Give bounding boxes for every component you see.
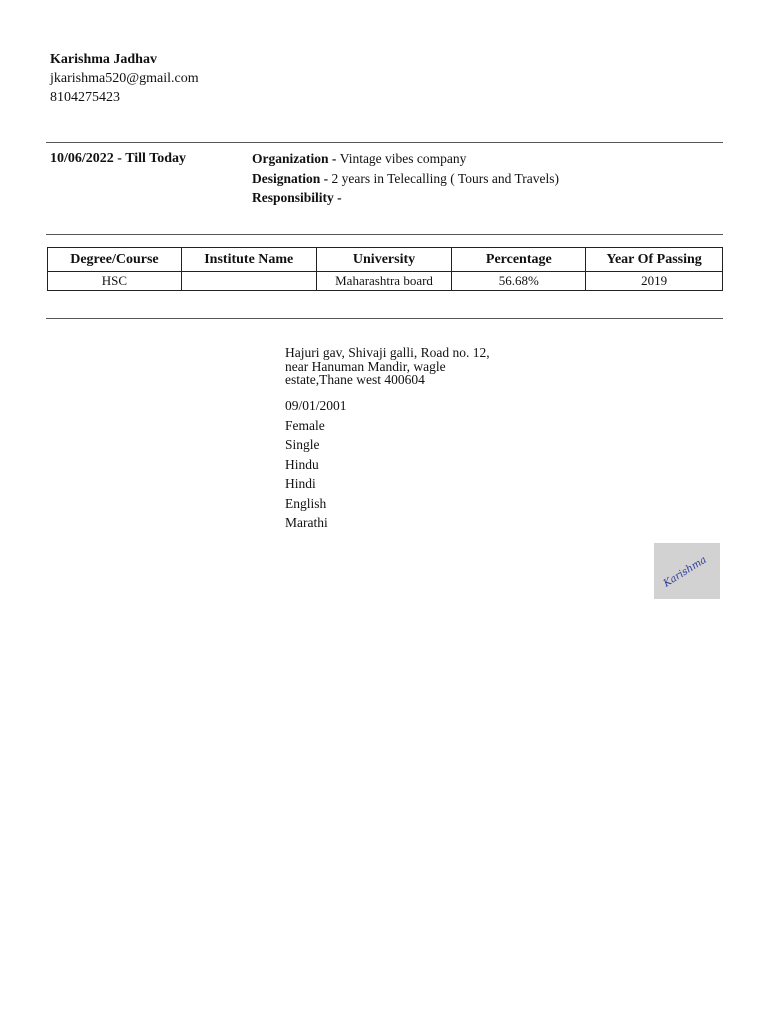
address-block: [285, 346, 545, 387]
divider: [46, 142, 723, 143]
language-item: Marathi: [285, 515, 328, 530]
table-header-row: [48, 248, 723, 272]
designation-line: [252, 171, 559, 187]
language-item: Hindi: [285, 476, 316, 491]
phone-text: 8104275423: [50, 90, 120, 105]
designation-value: 2 years in Telecalling ( Tours and Travels): [331, 171, 559, 186]
cell-percentage: 56.68%: [452, 272, 586, 291]
religion: Hindu: [285, 456, 319, 472]
email-text: jkarishma520@gmail.com: [50, 71, 199, 86]
education-table: [47, 247, 723, 291]
personal-details-list: [285, 396, 347, 533]
designation-label: Designation -: [252, 171, 332, 186]
column-header-institute: Institute Name: [181, 248, 316, 272]
divider: [46, 234, 723, 235]
cell-institute: [181, 272, 316, 291]
gender: Female: [285, 417, 325, 433]
responsibility-label: Responsibility -: [252, 190, 342, 205]
date-of-birth: 09/01/2001: [285, 398, 347, 413]
cell-university: Maharashtra board: [316, 272, 452, 291]
cell-year: 2019: [586, 272, 723, 291]
address-line: Hajuri gav, Shivaji galli, Road no. 12,: [285, 345, 490, 360]
experience-date-range: 10/06/2022 - Till Today: [50, 151, 187, 166]
organization-line: [252, 151, 466, 167]
organization-label: Organization -: [252, 151, 340, 166]
cell-degree: HSC: [48, 272, 182, 291]
column-header-university: University: [316, 248, 452, 272]
column-header-percentage: Percentage: [452, 248, 586, 272]
divider: [46, 318, 723, 319]
table-row: [48, 272, 723, 291]
signature-icon: [654, 543, 720, 599]
candidate-name: Karishma Jadhav: [50, 52, 157, 67]
address-line: estate,Thane west 400604: [285, 372, 425, 387]
responsibility-line: [252, 190, 342, 206]
signature-image: [654, 543, 720, 599]
address-line: near Hanuman Mandir, wagle: [285, 358, 446, 374]
column-header-year: Year Of Passing: [586, 248, 723, 272]
marital-status: Single: [285, 437, 320, 452]
signature-text: Karishma: [661, 554, 709, 590]
language-item: English: [285, 495, 327, 511]
organization-value: Vintage vibes company: [339, 151, 467, 166]
column-header-degree: Degree/Course: [48, 248, 182, 272]
